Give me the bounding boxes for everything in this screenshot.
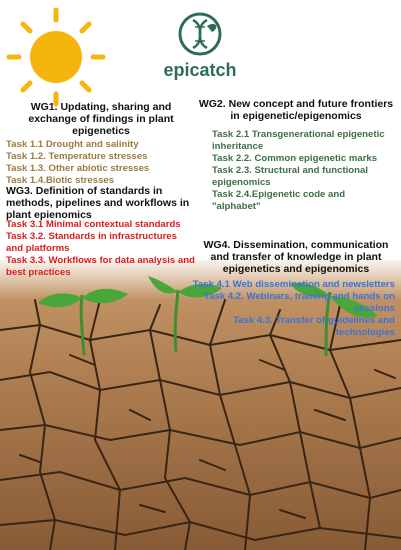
wg1-task: Task 1.2. Temperature stresses [6, 151, 148, 162]
logo-text: epicatch [163, 60, 237, 80]
wg3-task: Task 3.1 Minimal contextual standards [6, 219, 181, 230]
wg1-task: Task 1.4.Biotic stresses [6, 175, 115, 186]
wg2-title: WG2. New concept and future frontiers in epigenetic/epigenomics [198, 98, 394, 122]
wg4-task: Task 4.3. Transfer of guidelines and technologies [233, 315, 395, 338]
epicatch-logo-icon [180, 14, 220, 54]
wg4-task: Task 4.1 Web dissemination and newsletters [192, 279, 395, 290]
wg3-title: WG3. Definition of standards in methods, pipelines and workflows in plant epienomics [6, 185, 190, 221]
wg1-task: Task 1.3. Other abiotic stresses [6, 163, 150, 174]
wg1-task: Task 1.1 Drought and salinity [6, 139, 139, 150]
wg4-task: Task 4.2. Webinars, training and hands on sessions [203, 291, 395, 314]
wg1-title: WG1. Updating, sharing and exchange of findings in plant epigenetics [28, 101, 174, 137]
wg2-task: Task 2.1 Transgenerational epigenetic inheritance [212, 129, 385, 152]
wg2-task: Task 2.3. Structural and functional epigenomics [212, 165, 369, 188]
wg3-task: Task 3.2. Standards in infrastructures and platforms [6, 231, 177, 254]
wg2-task: Task 2.2. Common epigenetic marks [212, 153, 378, 164]
wg1-task-list [6, 139, 196, 187]
wg2-task: Task 2.4.Epigenetic code and "alphabet" [212, 189, 346, 212]
sun-icon [9, 10, 103, 104]
wg2-task-list [212, 129, 396, 213]
wg4-task-list [175, 279, 395, 339]
wg4-title: WG4. Dissemination, communication and transfer of knowledge in plant epigenetics and epigenomics [203, 239, 389, 275]
wg3-task-list [6, 219, 196, 279]
wg3-task: Task 3.3. Workflows for data analysis and best practices [6, 255, 195, 278]
